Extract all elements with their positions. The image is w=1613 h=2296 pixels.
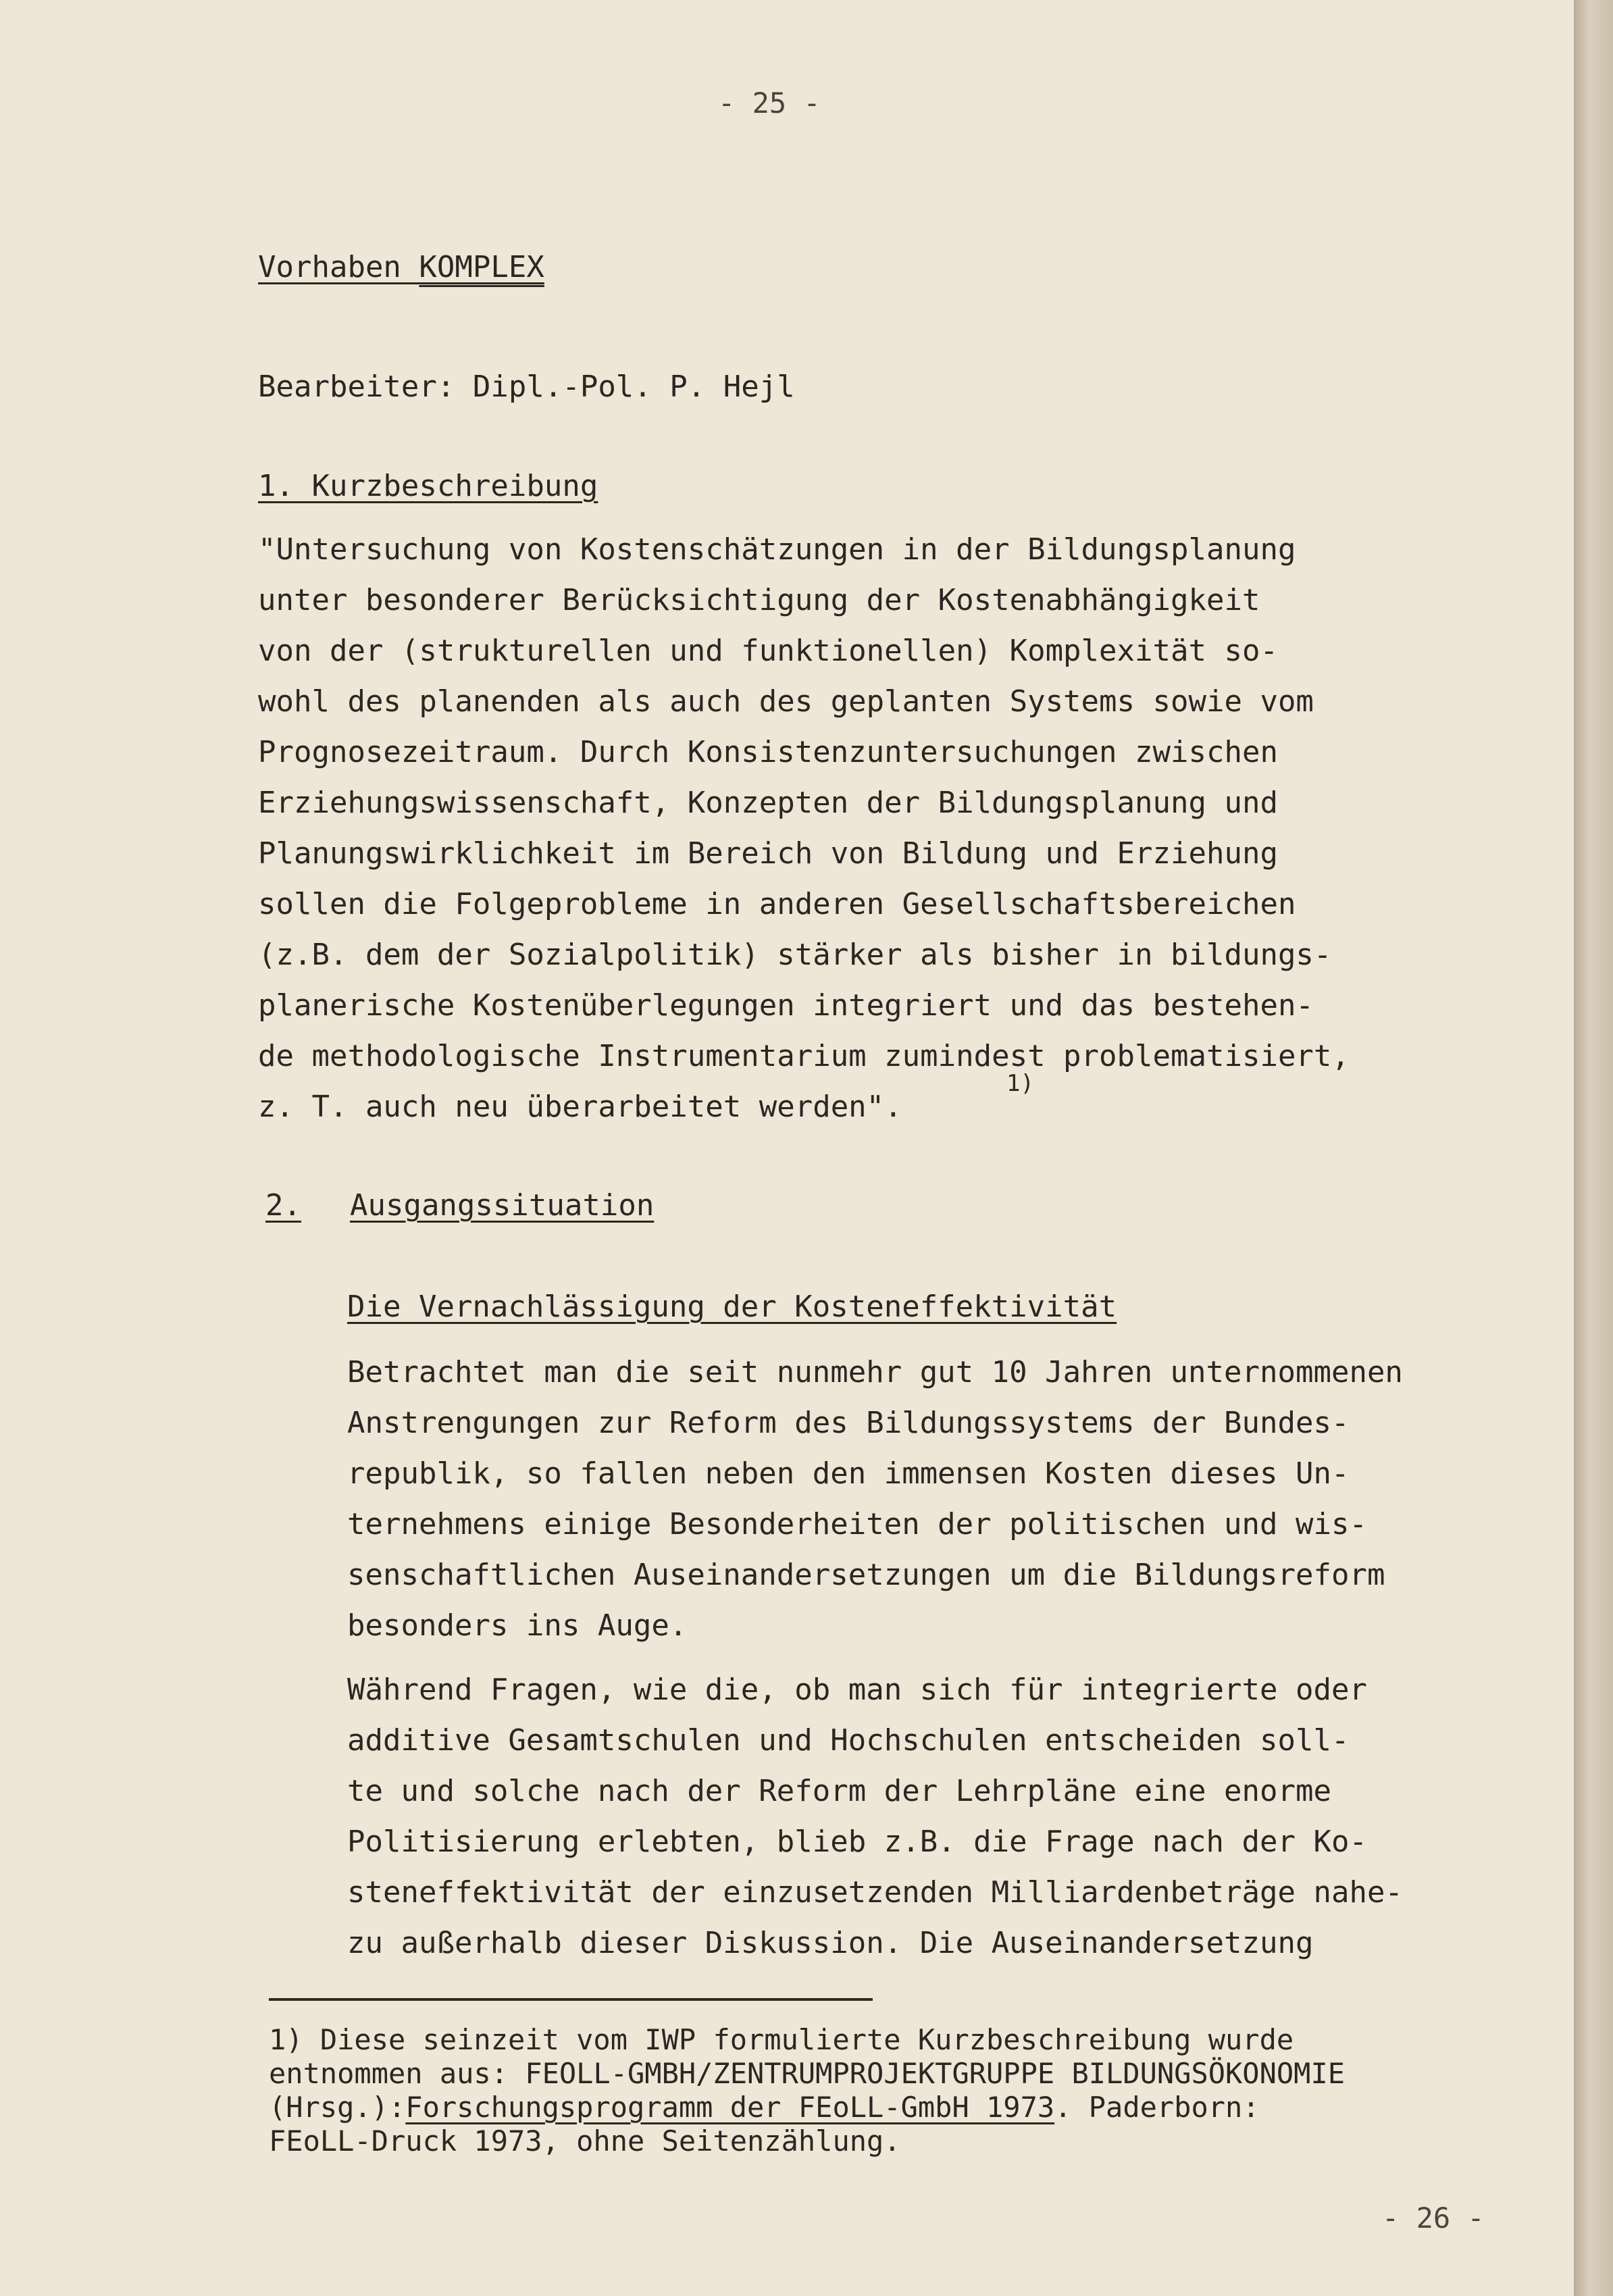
page-number-bottom: - 26 - <box>1382 2201 1485 2235</box>
paragraph1-line: Anstrengungen zur Reform des Bildungssystems der Bundes- <box>347 1406 1350 1440</box>
section1-line: planerische Kostenüberlegungen integriert und das bestehen- <box>258 988 1314 1023</box>
section2-heading <box>265 1187 654 1225</box>
paragraph2-line: Während Fragen, wie die, ob man sich für integrierte oder <box>347 1673 1367 1707</box>
section1-heading: 1. Kurzbeschreibung <box>258 469 598 503</box>
paragraph1-line: ternehmens einige Besonderheiten der politischen und wis- <box>347 1507 1367 1541</box>
footnote-citation-suffix: . Paderborn: <box>1054 2091 1260 2124</box>
section1-line: wohl des planenden als auch des geplanten Systems sowie vom <box>258 684 1314 719</box>
footnote-reference: 1) <box>1006 1070 1034 1097</box>
project-title <box>258 249 544 286</box>
section1-line: "Untersuchung von Kostenschätzungen in der Bildungsplanung <box>258 532 1296 567</box>
section1-line: unter besonderer Berücksichtigung der Kostenabhängigkeit <box>258 583 1260 617</box>
author-line: Bearbeiter: Dipl.-Pol. P. Hejl <box>258 369 795 404</box>
paragraph1-line: republik, so fallen neben den immensen Kosten dieses Un- <box>347 1456 1350 1491</box>
paragraph2-line: steneffektivität der einzusetzenden Milliardenbeträge nahe- <box>347 1875 1403 1910</box>
footnote-line: entnommen aus: FEOLL-GMBH/ZENTRUMPROJEKTGRUPPE BILDUNGSÖKONOMIE <box>269 2057 1346 2090</box>
subsection-heading: Die Vernachlässigung der Kosteneffektivität <box>347 1290 1117 1324</box>
page-number-top: - 25 - <box>718 86 821 120</box>
paragraph1-line: Betrachtet man die seit nunmehr gut 10 Jahren unternommenen <box>347 1355 1403 1389</box>
section1-line: Planungswirklichkeit im Bereich von Bildung und Erziehung <box>258 836 1278 871</box>
footnote-citation-title: Forschungsprogramm der FEoLL-GmbH 1973 <box>405 2091 1055 2124</box>
footnote-citation-prefix: (Hrsg.): <box>269 2091 406 2124</box>
section1-line: Erziehungswissenschaft, Konzepten der Bildungsplanung und <box>258 786 1278 820</box>
paragraph1-line: besonders ins Auge. <box>347 1608 688 1643</box>
section1-line: Prognosezeitraum. Durch Konsistenzuntersuchungen zwischen <box>258 735 1278 769</box>
paragraph2-line: additive Gesamtschulen und Hochschulen entscheiden soll- <box>347 1723 1350 1758</box>
section2-title: Ausgangssituation <box>349 1188 655 1223</box>
paragraph2-line: zu außerhalb dieser Diskussion. Die Auseinandersetzung <box>347 1926 1314 1960</box>
section1-line: z. T. auch neu überarbeitet werden". <box>258 1090 902 1124</box>
section1-line: sollen die Folgeprobleme in anderen Gesellschaftsbereichen <box>258 887 1296 921</box>
project-title-name: KOMPLEX <box>419 250 544 284</box>
project-title-prefix: Vorhaben <box>258 250 419 284</box>
section2-number: 2. <box>265 1188 301 1223</box>
section1-line: (z.B. dem der Sozialpolitik) stärker als bisher in bildungs- <box>258 938 1332 972</box>
section1-line: von der (strukturellen und funktionellen) Komplexität so- <box>258 634 1278 668</box>
paragraph2-line: te und solche nach der Reform der Lehrpläne eine enorme <box>347 1774 1331 1808</box>
paragraph1-line: senschaftlichen Auseinandersetzungen um die Bildungsreform <box>347 1558 1385 1592</box>
section1-line: de methodologische Instrumentarium zumindest problematisiert, <box>258 1039 1350 1073</box>
footnote-line: 1) Diese seinzeit vom IWP formulierte Kurzbeschreibung wurde <box>269 2023 1294 2056</box>
footnote-citation <box>269 2091 1260 2124</box>
footnote-line: FEoLL-Druck 1973, ohne Seitenzählung. <box>269 2124 901 2158</box>
paragraph2-line: Politisierung erlebten, blieb z.B. die Frage nach der Ko- <box>347 1825 1367 1859</box>
footnote-divider <box>269 1998 873 2001</box>
page-edge <box>1574 0 1613 2296</box>
